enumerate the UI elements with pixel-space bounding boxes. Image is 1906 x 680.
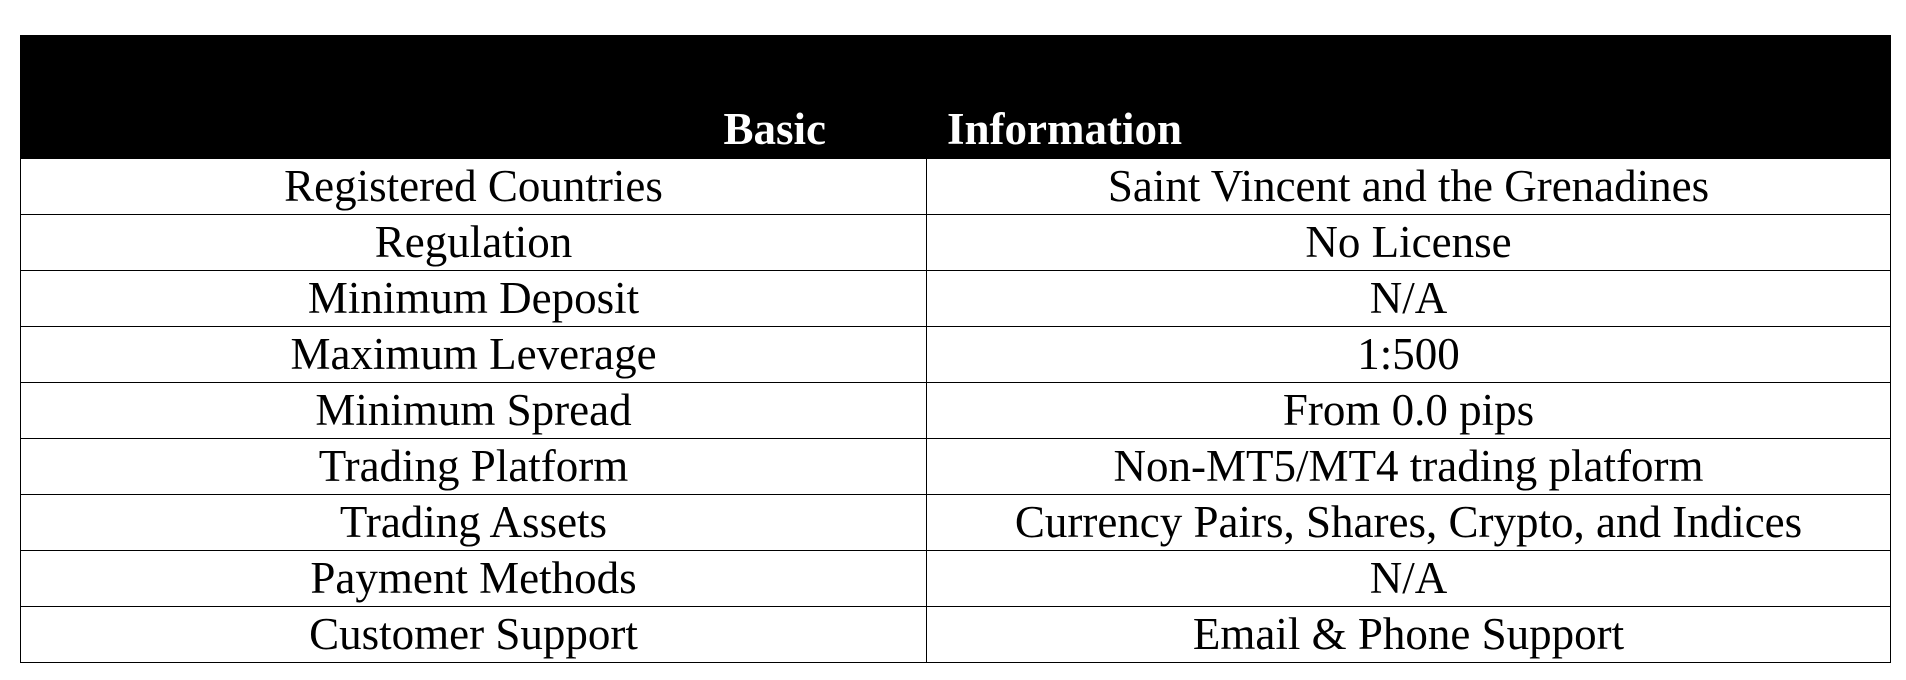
- row-value: From 0.0 pips: [927, 383, 1891, 439]
- header-cell-basic: Basic: [21, 36, 927, 159]
- row-label: Minimum Deposit: [21, 271, 927, 327]
- header-cell-information: Information: [927, 36, 1891, 159]
- row-value: N/A: [927, 271, 1891, 327]
- row-label: Regulation: [21, 215, 927, 271]
- row-value: 1:500: [927, 327, 1891, 383]
- row-label: Maximum Leverage: [21, 327, 927, 383]
- table-header-row: [21, 36, 1891, 159]
- row-label: Trading Assets: [21, 495, 927, 551]
- row-value: Saint Vincent and the Grenadines: [927, 159, 1891, 215]
- row-value: Non-MT5/MT4 trading platform: [927, 439, 1891, 495]
- table-row: [21, 159, 1891, 215]
- row-label: Payment Methods: [21, 551, 927, 607]
- row-value: N/A: [927, 551, 1891, 607]
- table-row: [21, 327, 1891, 383]
- row-label: Minimum Spread: [21, 383, 927, 439]
- row-value: No License: [927, 215, 1891, 271]
- table-row: [21, 383, 1891, 439]
- row-value: Currency Pairs, Shares, Crypto, and Indices: [927, 495, 1891, 551]
- row-label: Registered Countries: [21, 159, 927, 215]
- table-row: [21, 551, 1891, 607]
- table-row: [21, 607, 1891, 663]
- table-row: [21, 439, 1891, 495]
- table-row: [21, 495, 1891, 551]
- table-row: [21, 271, 1891, 327]
- table-row: [21, 215, 1891, 271]
- row-label: Customer Support: [21, 607, 927, 663]
- basic-information-table: [20, 35, 1891, 663]
- row-value: Email & Phone Support: [927, 607, 1891, 663]
- row-label: Trading Platform: [21, 439, 927, 495]
